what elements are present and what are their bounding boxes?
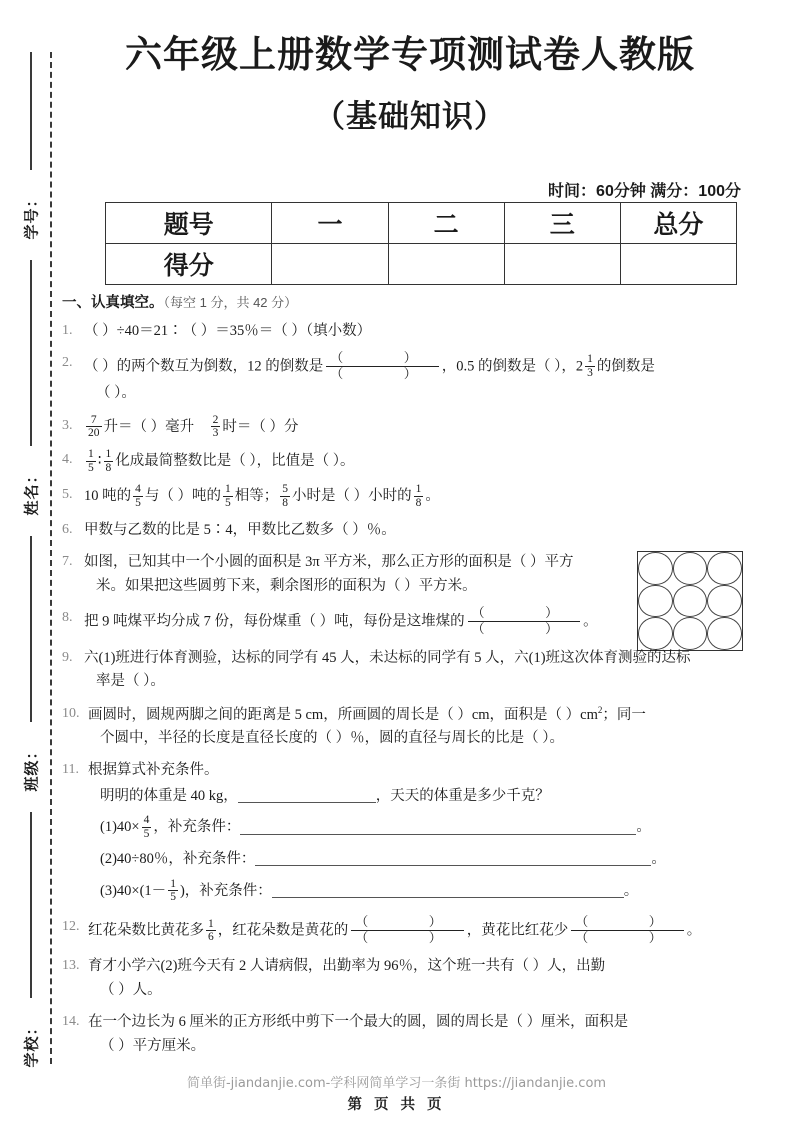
site-watermark: 简单街-jiandanjie.com-学科网简单学习一条街 https://jiandanjie.com [186,1076,607,1091]
question-text: ，0.5 的倒数是（ ），2 [441,358,584,375]
superscript-exponent: 2 [597,704,603,715]
section-heading [62,296,762,311]
paren-open: (1－ [139,882,167,899]
paren-close: ) [179,882,185,899]
score-table-row-label: 题号 [106,203,272,244]
question-item [62,607,684,637]
question-item [62,1011,762,1058]
question-text: 10 吨的 [84,488,132,505]
fraction [86,448,96,474]
fraction [223,483,233,509]
fraction-numerator: 1 [587,353,593,366]
fraction [86,414,102,440]
blank-fraction: （ ） （ ） [468,606,581,636]
question-text: （ ）÷40＝21∶（ ）＝35％＝（ ）（填小数） [84,322,372,339]
sidebar-rule [30,812,32,998]
question-text-continued: 率是（ ）。 [96,673,165,690]
subitem-end: 。 [636,819,651,836]
fraction-numerator: 2 [212,413,219,426]
question-number: 8. [62,610,73,626]
question-text-continued: （ ）人。 [100,981,162,998]
subitem-tail: ，补充条件： [153,819,241,836]
answer-blank-line[interactable] [238,787,376,803]
question-item [62,703,762,751]
sidebar-rule [30,536,32,722]
sidebar-rule [30,260,32,446]
fraction [104,448,114,474]
score-input-cell[interactable] [388,244,504,285]
subitem-end: 。 [651,851,666,868]
student-info-sidebar [14,52,48,1068]
exam-meta-info: 时间：60分钟 满分：100分 [548,183,741,200]
ratio-separator: ∶ [97,453,102,470]
fraction-numerator: 4 [135,483,141,496]
sidebar-label-student-id-text: 学号： [23,190,41,240]
blank-fraction: （ ） （ ） [326,351,439,381]
question-stem-post: ，天天的体重是多少千克？ [375,787,550,804]
question-stem [88,785,762,808]
fraction-numerator: 5 [282,483,288,496]
question-subitem [88,879,762,905]
fraction-denominator: 6 [208,930,214,943]
question-text: 时＝（ ）分 [222,418,299,435]
question-item [62,551,674,598]
question-item [62,320,762,343]
score-table-cell: 总分 [620,203,736,244]
question-stem-pre: 明明的体重是 40 kg， [100,787,238,804]
question-number: 14. [62,1014,80,1030]
question-text: 根据算式补充条件。 [88,762,219,779]
subitem-label: (1)40× [100,819,140,836]
question-number: 1. [62,322,73,338]
sidebar-label-class-text: 班级： [23,742,41,792]
question-subitem [88,848,762,871]
question-subitem [88,815,762,841]
table-row [106,244,737,285]
question-number: 7. [62,554,73,570]
score-table-row-label: 得分 [106,244,272,285]
fraction-numerator: 1 [415,483,422,496]
fraction-denominator: 3 [587,366,593,379]
sidebar-label-name-text: 姓名： [23,466,41,516]
question-text: 如图，已知其中一个小圆的面积是 3π 平方米，那么正方形的面积是（ ）平方 [84,554,574,571]
fraction-denominator: 5 [143,827,150,840]
score-input-cell[interactable] [272,244,388,285]
fraction-numerator: 7 [86,414,102,427]
question-number: 9. [62,649,73,665]
question-text: 六(1)班进行体育测验，达标的同学有 45 人，未达标的同学有 5 人，六(1)班这次体育测验的达标 [84,649,691,666]
question-text: 与（ ）吨的 [144,488,221,505]
fraction-numerator: 1 [105,448,112,461]
question-item [62,916,762,946]
question-number: 13. [62,958,80,974]
subitem-tail: ，补充条件： [184,882,272,899]
sidebar-label-school-text: 学校： [23,1018,41,1068]
fraction [211,414,221,440]
question-text-continued: 米。如果把这些圆剪下来，剩余图形的面积为（ ）平方米。 [96,577,477,594]
question-number: 5. [62,487,73,503]
fraction [142,814,152,840]
score-input-cell[interactable] [620,244,736,285]
page-title [60,34,760,136]
question-text: 甲数与乙数的比是 5∶4，甲数比乙数多（ ）％。 [84,522,396,538]
subitem-end: 。 [623,882,639,899]
answer-blank-line[interactable] [255,850,651,866]
fraction-denominator: 8 [105,461,112,474]
fraction-numerator: 1 [88,448,94,461]
fraction-numerator: 1 [208,917,214,930]
subitem-label: (2)40÷80％，补充条件： [100,851,256,868]
fraction-denominator: 5 [170,890,176,903]
answer-blank-line[interactable] [240,819,636,835]
question-text: 相等； [234,488,279,505]
question-list [62,296,762,1067]
question-number: 10. [62,705,80,721]
question-number: 6. [62,522,73,537]
question-item [62,519,762,542]
question-text: 的倒数是 [596,358,655,375]
score-table-cell: 一 [272,203,388,244]
fraction-denominator: 8 [415,496,422,509]
fraction-denominator: 20 [88,426,100,439]
question-text: 画圆时，圆规两脚之间的距离是 5 cm，所画圆的周长是（ ）cm，面积是（ ）cm [88,706,598,723]
question-item [62,955,762,1002]
question-text: 育才小学六(2)班今天有 2 人请病假，出勤率为 96％，这个班一共有（ ）人，出勤 [88,958,606,975]
question-item [62,484,762,510]
question-item [62,349,762,406]
fraction-denominator: 8 [282,496,288,509]
question-text-continued: （ ）平方厘米。 [100,1037,206,1054]
question-text: 在一个边长为 6 厘米的正方形纸中剪下一个最大的圆，圆的周长是（ ）厘米，面积是 [88,1014,629,1031]
question-text: ，红花朵数是黄花的 [217,922,349,939]
page-footer: 第 页 共 页 [347,1097,446,1113]
question-text: 红花朵数比黄花多 [88,922,204,939]
question-text: 把 9 吨煤平均分成 7 份，每份煤重（ ）吨，每份是这堆煤的 [84,613,465,630]
question-number: 12. [62,919,80,935]
page-title-subtitle: （基础知识） [314,98,506,134]
score-table [105,202,737,285]
fraction [168,878,178,904]
subitem-label: (3)40× [100,882,140,899]
question-text: 化成最简整数比是（ ），比值是（ ）。 [115,453,355,470]
fraction-numerator: 1 [225,483,231,496]
blank-fraction: （ ） （ ） [571,915,684,945]
sidebar-rule [30,52,32,170]
fraction [280,483,290,509]
question-text: 升＝（ ）毫升 [103,418,195,435]
fraction [133,483,143,509]
question-item [62,647,762,694]
question-text: 。 [425,488,440,505]
score-input-cell[interactable] [504,244,620,285]
fraction-numerator: 1 [170,877,176,890]
question-item [62,449,762,475]
fraction-denominator: 5 [225,496,231,509]
question-text: 。 [686,922,702,939]
question-text: ；同一 [602,706,646,723]
score-table-cell: 二 [388,203,504,244]
question-number: 3. [62,417,73,433]
question-text-continued: 个圆中，半径的长度是直径长度的（ ）％，圆的直径与周长的比是（ ）。 [100,729,564,746]
fold-dashed-line [50,52,52,1064]
table-row [106,203,737,244]
blank-fraction: （ ） （ ） [351,915,464,945]
section-points: （每空 1 分，共 42 分） [163,295,298,310]
page-title-main: 六年级上册数学专项测试卷人教版 [125,34,695,75]
question-text: 。 [583,613,598,630]
section-heading-text: 一、认真填空。 [62,295,164,311]
sidebar-label-class [14,722,48,812]
score-table-cell: 三 [504,203,620,244]
question-text: （ ）的两个数互为倒数，12 的倒数是 [84,358,324,375]
question-number: 4. [62,452,73,468]
fraction-denominator: 3 [212,426,219,439]
fraction [414,483,424,509]
question-number: 2. [62,354,73,370]
question-text: ，黄花比红花少 [466,922,569,939]
fraction-denominator: 5 [88,461,94,474]
question-item [62,759,762,904]
fraction [585,353,595,379]
sidebar-label-name [14,446,48,536]
answer-blank-line[interactable] [272,882,624,898]
fraction [206,918,216,944]
fraction-denominator: 5 [135,496,141,509]
fraction-numerator: 4 [143,814,150,827]
sidebar-label-student-id [14,170,48,260]
question-text: 小时是（ ）小时的 [292,488,412,505]
question-item [62,415,762,441]
question-text-continued: （ ）。 [96,385,136,402]
question-number: 11. [62,762,79,778]
